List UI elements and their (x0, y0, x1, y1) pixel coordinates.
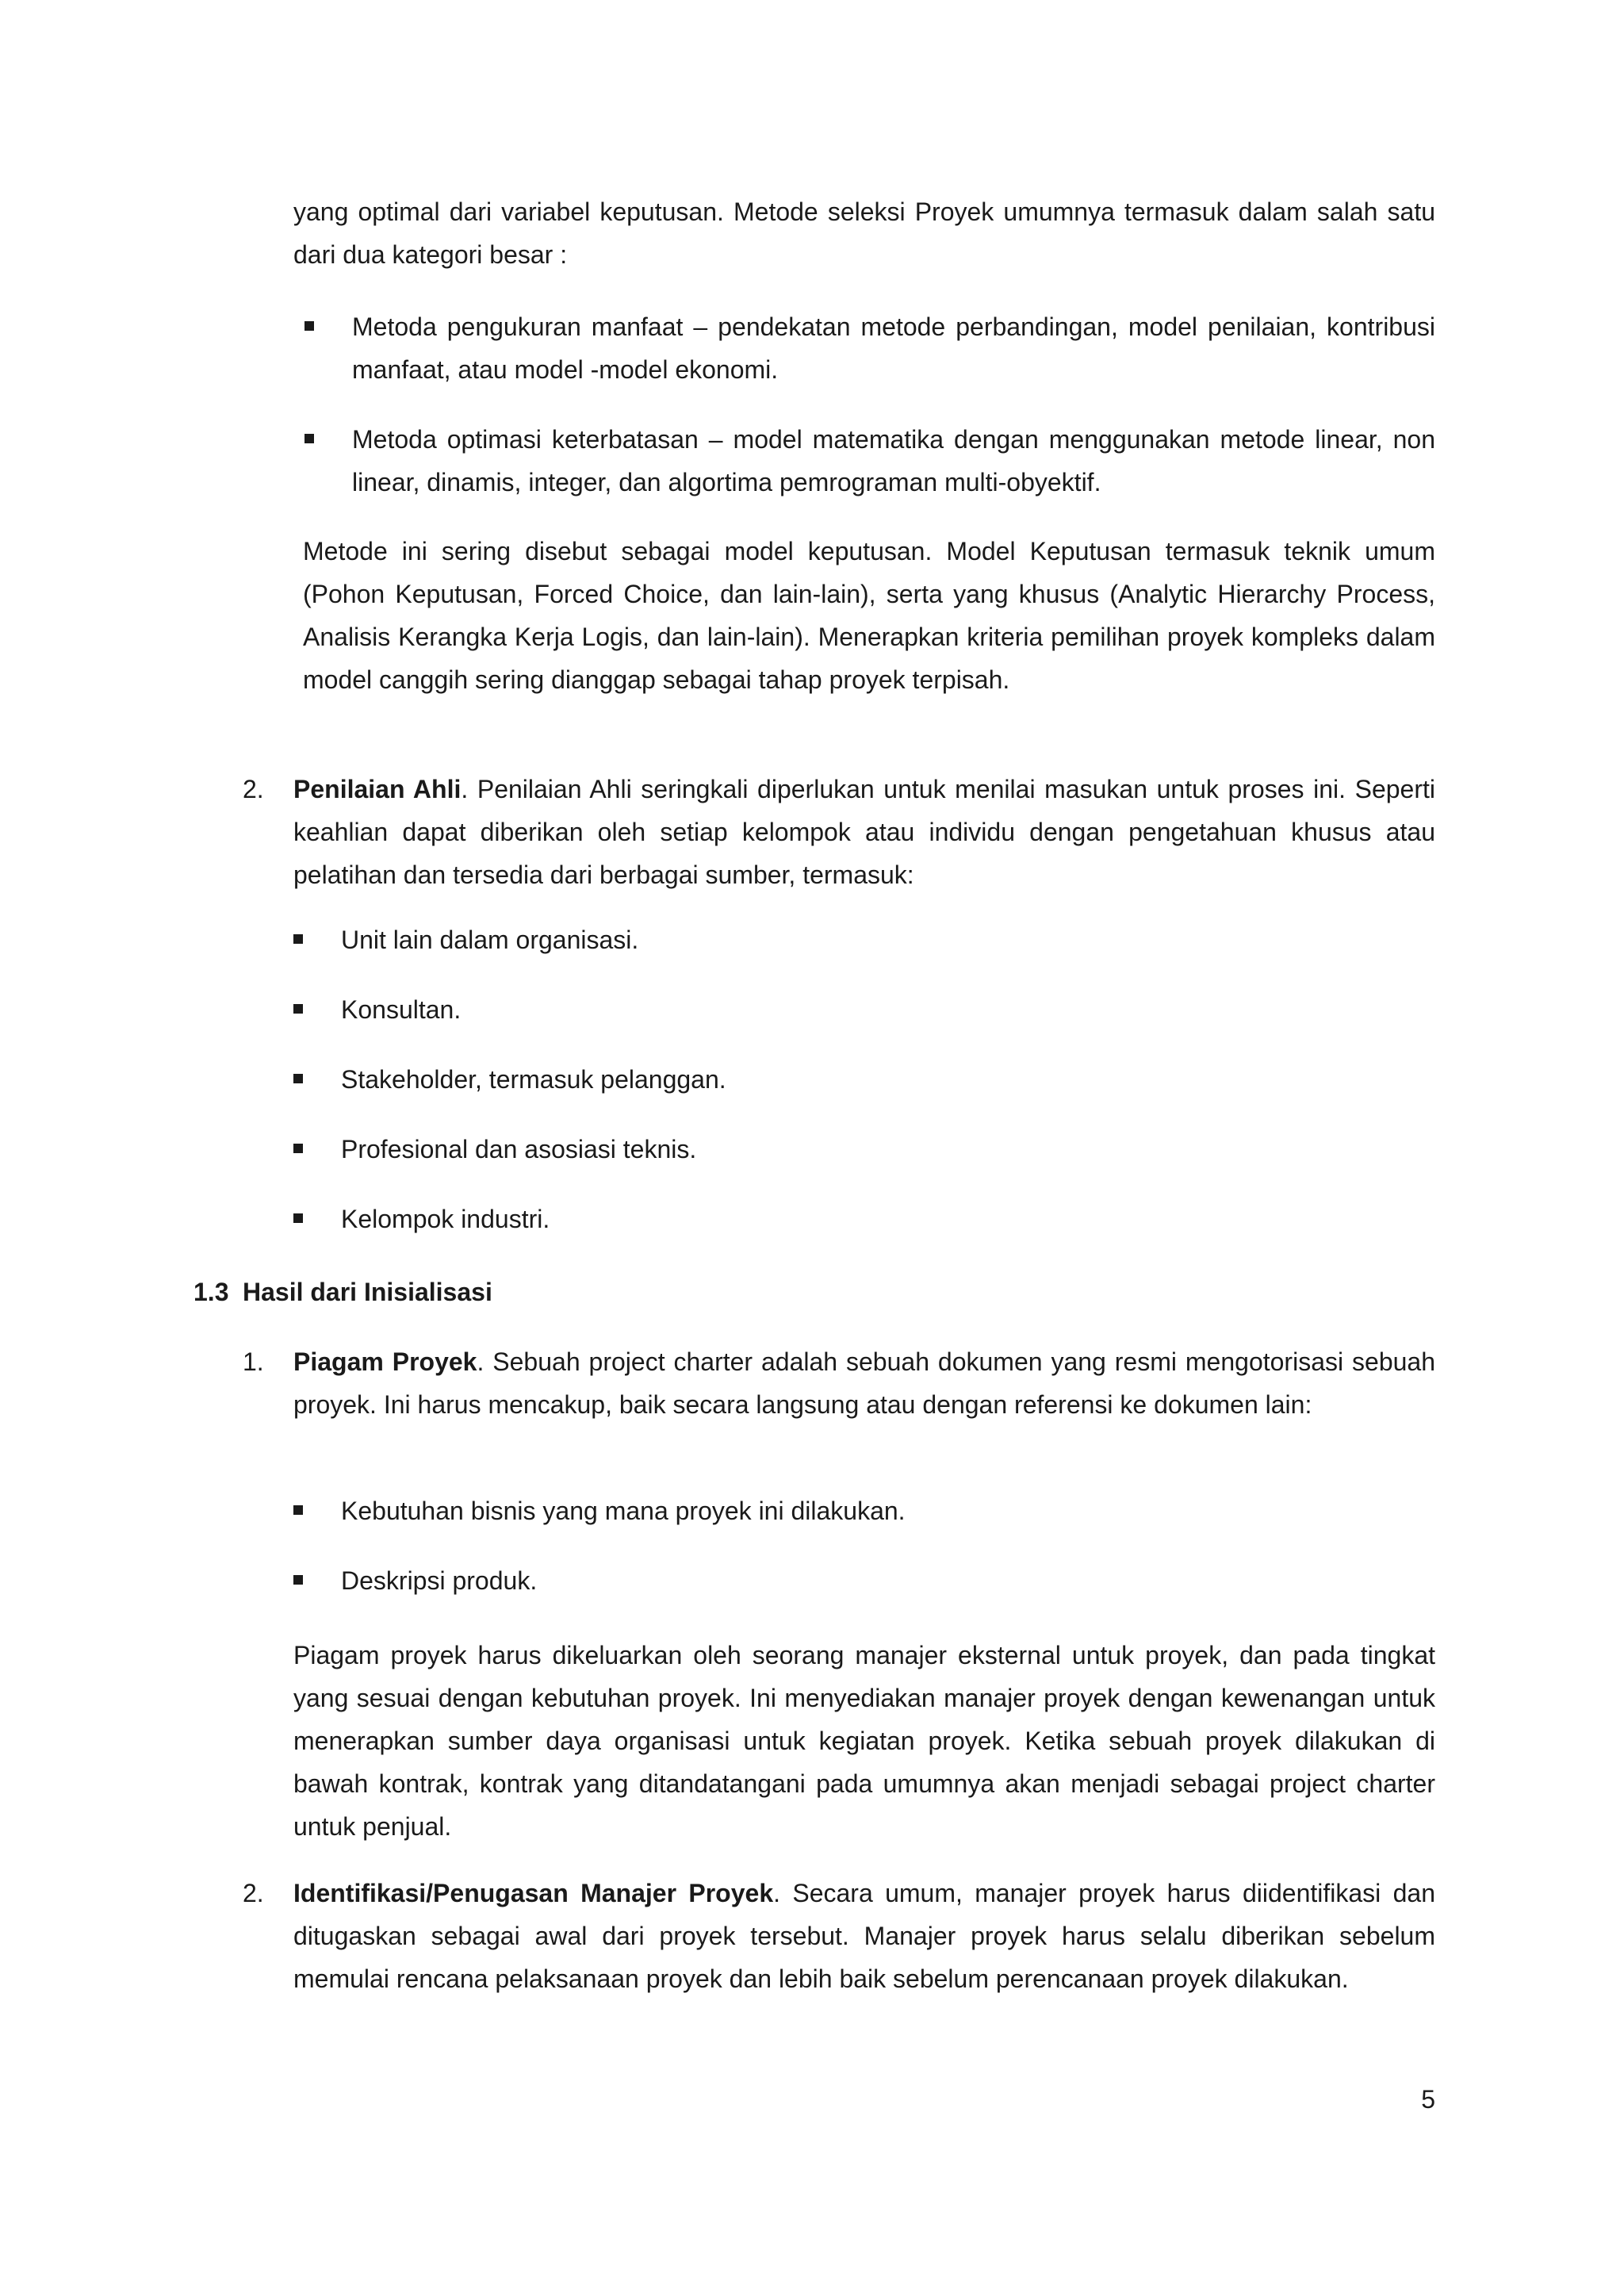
list-item (293, 988, 1435, 1031)
item-number: 2. (243, 1879, 264, 1907)
list-item-text: Kebutuhan bisnis yang mana proyek ini dilakukan. (341, 1497, 906, 1525)
method-category-list (304, 305, 1435, 504)
list-item-text: Stakeholder, termasuk pelanggan. (341, 1065, 726, 1094)
item-text: . Secara umum, manajer proyek harus diidentifikasi dan ditugaskan sebagai awal dari proyek tersebut. Manajer proyek harus selalu diberikan sebelum memulai rencana pelaksanaan proyek dan lebih baik sebelum perencanaan proyek dilakukan. (293, 1879, 1436, 1993)
section-heading (193, 1271, 492, 1313)
section-title: Hasil dari Inisialisasi (243, 1278, 492, 1306)
list-item-text: Konsultan. (341, 995, 462, 1024)
charter-paragraph: Piagam proyek harus dikeluarkan oleh seorang manajer eksternal untuk proyek, dan pada tingkat yang sesuai dengan kebutuhan proyek. Ini menyediakan manajer proyek dengan kewenangan untuk menerapkan sumber daya organisasi untuk kegiatan proyek. Ketika sebuah proyek dilakukan di bawah kontrak, kontrak yang ditandatangani pada umumnya akan menjadi sebagai project charter untuk penjual. (293, 1641, 1435, 1841)
list-item-text: Metoda pengukuran manfaat – pendekatan metode perbandingan, model penilaian, kontribusi manfaat, atau model -model ekonomi. (352, 312, 1435, 384)
list-item (293, 1128, 1435, 1171)
item-number: 2. (243, 775, 264, 803)
intro-paragraph: yang optimal dari variabel keputusan. Metode seleksi Proyek umumnya termasuk dalam salah satu dari dua kategori besar : (293, 197, 1435, 269)
square-bullet-icon (293, 934, 303, 944)
list-item (304, 418, 1435, 504)
square-bullet-icon (293, 1144, 303, 1153)
square-bullet-icon (293, 1213, 303, 1223)
item-number: 1. (243, 1347, 264, 1376)
item-title: Identifikasi/Penugasan Manajer Proyek (293, 1879, 774, 1907)
charter-content-list (293, 1489, 1435, 1602)
item-body (293, 1872, 1435, 2000)
square-bullet-icon (304, 321, 314, 331)
square-bullet-icon (304, 434, 314, 443)
numbered-item-project-charter (243, 1340, 1435, 1426)
list-item-text: Metoda optimasi keterbatasan – model matematika dengan menggunakan metode linear, non linear, dinamis, integer, dan algortima pemrograman multi-obyektif. (352, 425, 1435, 496)
page-number: 5 (1421, 2085, 1435, 2114)
item-body (293, 1340, 1435, 1426)
item-text: . Sebuah project charter adalah sebuah dokumen yang resmi mengotorisasi sebuah proyek. Ini harus mencakup, baik secara langsung atau dengan referensi ke dokumen lain: (293, 1347, 1436, 1419)
item-text: . Penilaian Ahli seringkali diperlukan untuk menilai masukan untuk proses ini. Seperti keahlian dapat diberikan oleh setiap kelompok atau individu dengan pengetahuan khusus atau pelatihan dan tersedia dari berbagai sumber, termasuk: (293, 775, 1436, 889)
square-bullet-icon (293, 1505, 303, 1515)
square-bullet-icon (293, 1575, 303, 1585)
numbered-item-expert-judgment (243, 768, 1435, 896)
section-number: 1.3 (193, 1278, 229, 1306)
list-item-text: Deskripsi produk. (341, 1566, 538, 1595)
item-title: Penilaian Ahli (293, 775, 462, 803)
list-item (304, 305, 1435, 391)
list-item (293, 1559, 1435, 1602)
square-bullet-icon (293, 1074, 303, 1083)
item-body (293, 768, 1435, 896)
model-paragraph: Metode ini sering disebut sebagai model keputusan. Model Keputusan termasuk teknik umum (Pohon Keputusan, Forced Choice, dan lain-lain), serta yang khusus (Analytic Hierarchy Process, Analisis Kerangka Kerja Logis, dan lain-lain). Menerapkan kriteria pemilihan proyek kompleks dalam model canggih sering dianggap sebagai tahap proyek terpisah. (303, 537, 1435, 694)
list-item-text: Profesional dan asosiasi teknis. (341, 1135, 697, 1163)
list-item (293, 1198, 1435, 1240)
expert-source-list (293, 918, 1435, 1240)
list-item (293, 918, 1435, 961)
numbered-item-project-manager (243, 1872, 1435, 2000)
list-item-text: Unit lain dalam organisasi. (341, 926, 639, 954)
list-item (293, 1489, 1435, 1532)
square-bullet-icon (293, 1004, 303, 1014)
item-title: Piagam Proyek (293, 1347, 477, 1376)
list-item (293, 1058, 1435, 1101)
list-item-text: Kelompok industri. (341, 1205, 550, 1233)
